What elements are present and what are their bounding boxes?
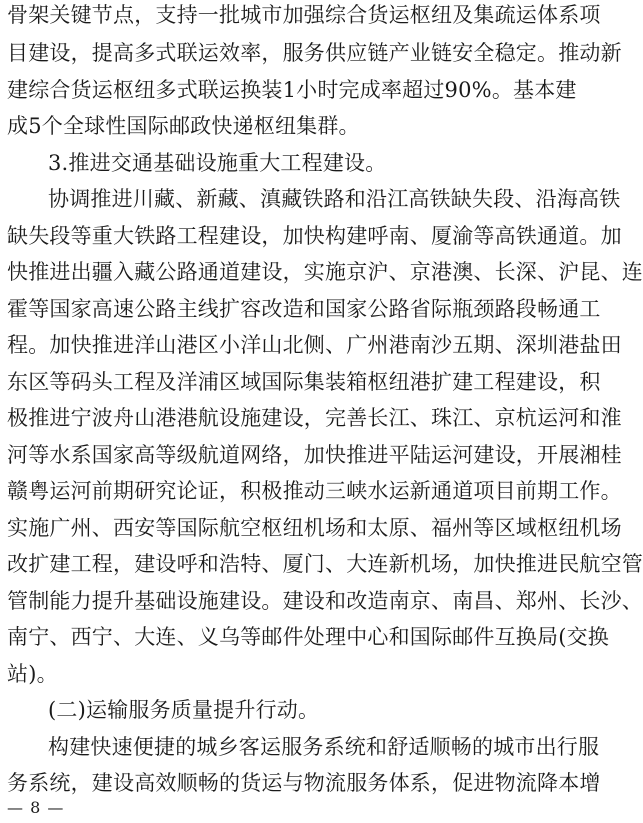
text-line-7: 缺失段等重大铁路工程建设，加快构建呼南、厦渝等高铁通道。加 [7,224,622,248]
text-line-10: 程。加快推进洋山港区小洋山北侧、广州港南沙五期、深圳港盐田 [7,333,622,357]
text-line-17: 管制能力提升基础设施建设。建设和改造南京、南昌、郑州、长沙、 [7,589,643,613]
text-line-11: 东区等码头工程及洋浦区域国际集装箱枢纽港扩建工程建设，积 [7,370,601,394]
text-line-3: 建综合货运枢纽多式联运换装1小时完成率超过90%。基本建 [7,78,577,102]
text-line-14: 赣粤运河前期研究论证，积极推动三峡水运新通道项目前期工作。 [7,479,622,503]
text-line-21: 构建快速便捷的城乡客运服务系统和舒适顺畅的城市出行服 [48,735,600,759]
text-line-8: 快推进出疆入藏公路通道建设，实施京沪、京港澳、长深、沪昆、连 [7,260,643,284]
text-line-1: 骨架关键节点，支持一批城市加强综合货运枢纽及集疏运体系项 [7,3,601,27]
section-heading-2: (二)运输服务质量提升行动。 [48,698,320,722]
text-line-15: 实施广州、西安等国际航空枢纽机场和太原、福州等区域枢纽机场 [7,516,622,540]
page-number: — 8 — [7,798,65,817]
text-line-4: 成5个全球性国际邮政快递枢纽集群。 [7,114,360,138]
text-line-22: 务系统，建设高效顺畅的货运与物流服务体系，促进物流降本增 [7,771,601,795]
text-line-19: 站)。 [7,662,58,686]
text-line-9: 霍等国家高速公路主线扩容改造和国家公路省际瓶颈路段畅通工 [7,297,601,321]
text-line-16: 改扩建工程，建设呼和浩特、厦门、大连新机场，加快推进民航空管 [7,552,643,576]
text-line-13: 河等水系国家高等级航道网络，加快推进平陆运河建设，开展湘桂 [7,443,622,467]
text-line-2: 目建设，提高多式联运效率，服务供应链产业链安全稳定。推动新 [7,41,622,65]
section-heading-3: 3.推进交通基础设施重大工程建设。 [48,151,387,175]
text-line-6: 协调推进川藏、新藏、滇藏铁路和沿江高铁缺失段、沿海高铁 [48,187,621,211]
text-line-12: 极推进宁波舟山港港航设施建设，完善长江、珠江、京杭运河和淮 [7,406,622,430]
text-line-18: 南宁、西宁、大连、义乌等邮件处理中心和国际邮件互换局(交换 [7,625,609,649]
